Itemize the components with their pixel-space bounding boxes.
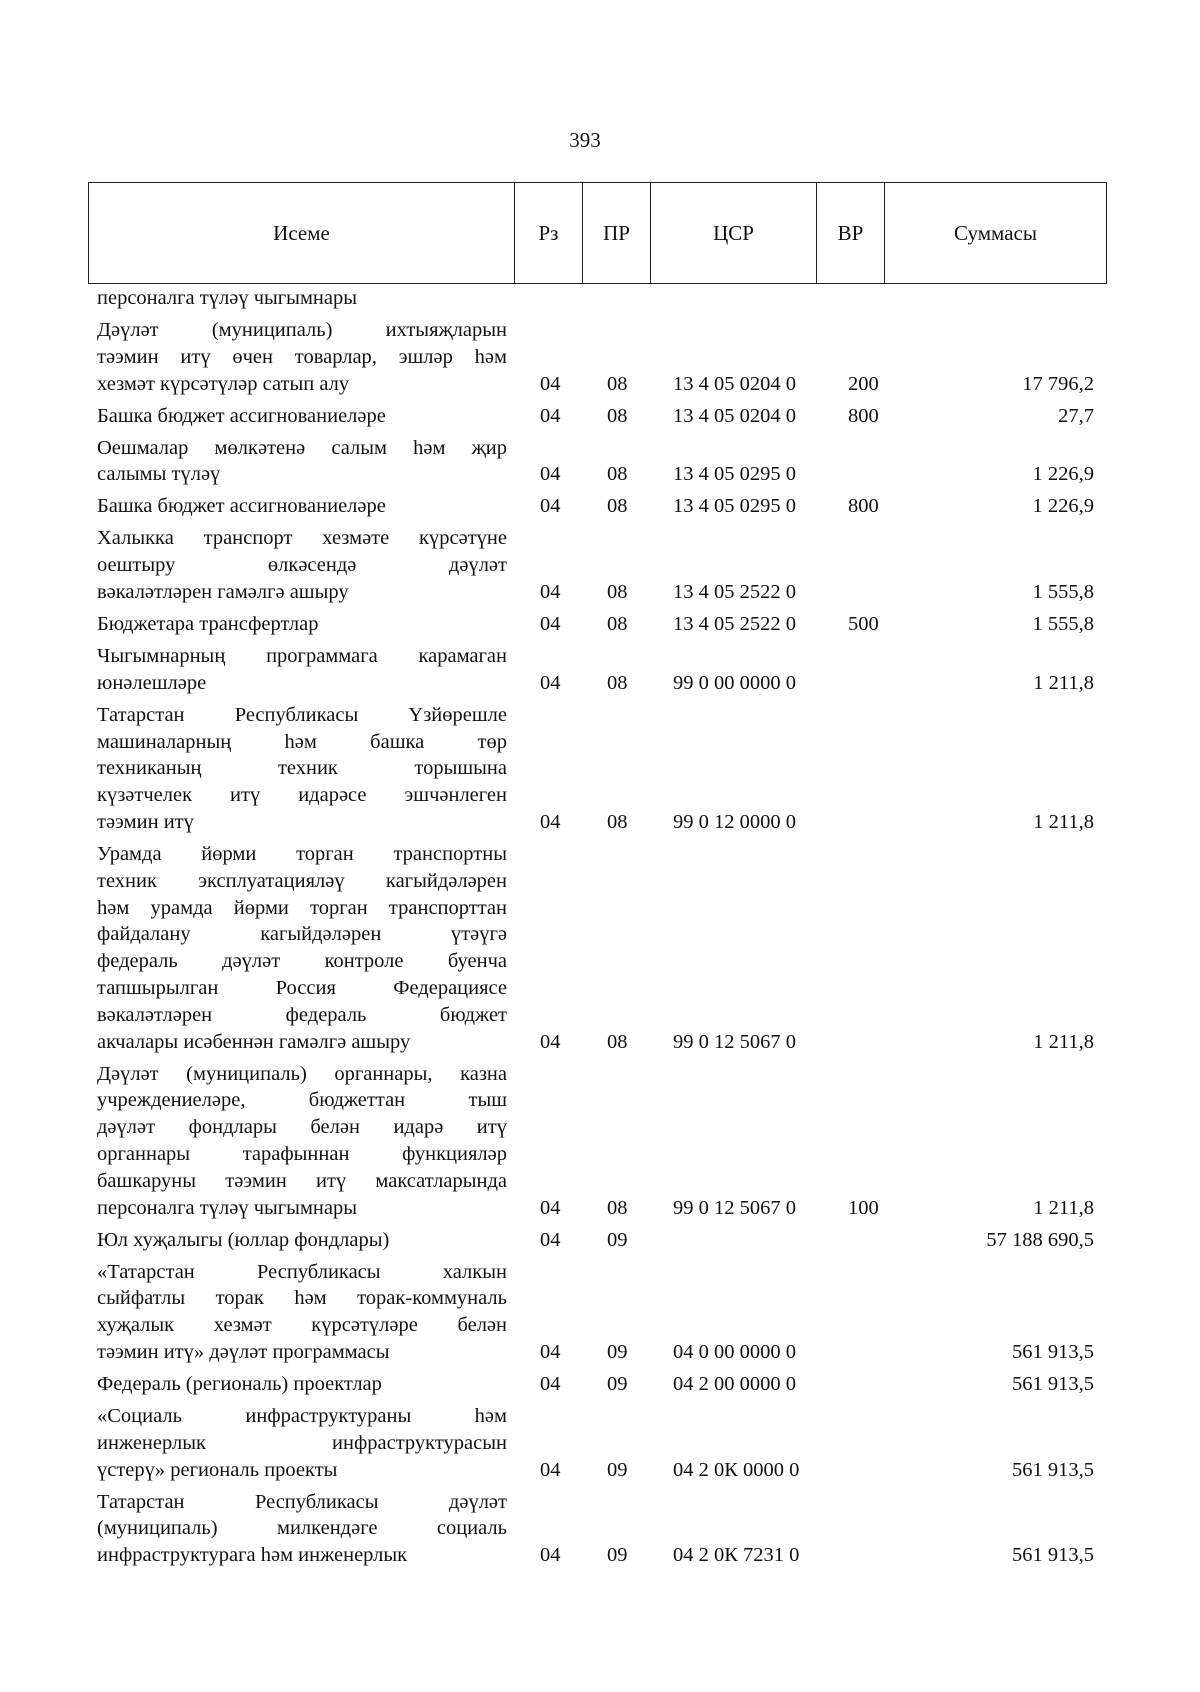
table-row — [0, 1259, 1200, 1366]
table-row — [0, 611, 1200, 638]
row-name — [97, 493, 507, 520]
row-name-line: Башка бюджет ассигнованиеләре — [97, 495, 386, 518]
row-rz: 04 — [540, 580, 561, 603]
row-name — [97, 643, 507, 697]
row-csr: 99 0 12 5067 0 — [673, 1030, 796, 1053]
row-pr: 08 — [607, 671, 628, 694]
row-csr: 13 4 05 2522 0 — [673, 580, 796, 603]
row-pr: 08 — [607, 463, 628, 486]
row-rz: 04 — [540, 1458, 561, 1481]
row-name — [97, 285, 507, 312]
row-name-line: инфраструктурага һәм инженерлык — [97, 1544, 408, 1567]
row-csr: 99 0 12 0000 0 — [673, 811, 796, 833]
row-name-line: Халыкка транспорт хезмәте күрсәтүне — [97, 527, 507, 550]
row-csr: 13 4 05 0295 0 — [673, 495, 796, 518]
row-sum: 1 555,8 — [1032, 580, 1094, 603]
row-name — [97, 1403, 507, 1483]
row-name — [97, 611, 507, 638]
row-name-line: персоналга түләү чыгымнары — [97, 1196, 358, 1219]
row-name-line: хуҗалык хезмәт күрсәтүләре белән — [97, 1314, 507, 1337]
header-name: Исеме — [89, 183, 515, 284]
row-pr: 08 — [607, 495, 628, 518]
row-pr: 09 — [607, 1340, 628, 1363]
row-name-line: һәм урамда йөрми торган транспорттан — [97, 896, 507, 919]
row-vr: 100 — [848, 1196, 879, 1219]
row-name — [97, 841, 507, 1055]
row-sum: 561 913,5 — [1012, 1544, 1094, 1567]
row-name-line: үстерү» региональ проекты — [97, 1458, 338, 1481]
table-row — [0, 1227, 1200, 1254]
row-sum: 57 188 690,5 — [986, 1228, 1094, 1251]
row-name-line: Дәүләт (муниципаль) ихтыяҗларын — [97, 319, 507, 341]
row-name-line: акчалары исәбеннән гамәлгә ашыру — [97, 1030, 411, 1053]
table-row — [0, 435, 1200, 489]
row-rz: 04 — [540, 495, 561, 518]
row-sum: 1 211,8 — [1033, 1196, 1094, 1219]
row-name-line: сыйфатлы торак һәм торак-коммуналь — [97, 1287, 507, 1310]
row-name-line: Бюджетара трансфертлар — [97, 613, 319, 635]
table-row — [0, 285, 1200, 312]
header-pr: ПР — [583, 183, 651, 284]
row-rz: 04 — [540, 671, 561, 694]
table-row — [0, 841, 1200, 1055]
header-vr: ВР — [817, 183, 885, 284]
row-name — [97, 702, 507, 836]
row-name-line: Оешмалар мөлкәтенә салым һәм җир — [97, 436, 507, 459]
row-pr: 08 — [607, 580, 628, 603]
row-sum: 27,7 — [1058, 404, 1094, 427]
row-name-line: персоналга түләү чыгымнары — [97, 287, 358, 309]
row-csr: 13 4 05 0204 0 — [673, 404, 796, 427]
row-pr: 08 — [607, 372, 628, 395]
row-rz: 04 — [540, 1373, 561, 1395]
row-name-line: күзәтчелек итү идарәсе эшчәнлеген — [97, 784, 507, 807]
row-sum: 1 211,8 — [1033, 671, 1094, 694]
row-name — [97, 403, 507, 430]
row-name-line: Дәүләт (муниципаль) органнары, казна — [97, 1062, 507, 1085]
table-row — [0, 702, 1200, 836]
row-rz: 04 — [540, 1030, 561, 1053]
row-pr: 08 — [607, 1196, 628, 1219]
row-rz: 04 — [540, 1196, 561, 1219]
row-name — [97, 1489, 507, 1569]
row-name-line: (муниципаль) милкендәге социаль — [97, 1517, 507, 1540]
row-name — [97, 317, 507, 397]
row-sum: 17 796,2 — [1022, 372, 1094, 395]
row-sum: 1 226,9 — [1032, 495, 1094, 518]
row-sum: 561 913,5 — [1012, 1458, 1094, 1481]
row-name-line: тәэмин итү — [97, 810, 194, 833]
row-sum: 1 555,8 — [1032, 613, 1094, 635]
row-csr: 99 0 00 0000 0 — [673, 671, 796, 694]
row-pr: 09 — [607, 1373, 628, 1395]
row-csr: 04 2 0К 7231 0 — [673, 1544, 800, 1567]
row-csr: 04 0 00 0000 0 — [673, 1340, 796, 1363]
row-rz: 04 — [540, 372, 561, 395]
row-name-line: техниканың техник торышына — [97, 757, 507, 780]
row-name-line: башкаруны тәэмин итү максатларында — [97, 1169, 507, 1192]
row-pr: 09 — [607, 1228, 628, 1251]
row-csr: 04 2 0К 0000 0 — [673, 1458, 800, 1481]
table-row — [0, 1489, 1200, 1569]
row-pr: 09 — [607, 1458, 628, 1481]
row-name-line: федераль дәүләт контроле буенча — [97, 950, 507, 973]
row-rz: 04 — [540, 1228, 561, 1251]
table-row — [0, 1061, 1200, 1222]
row-rz: 04 — [540, 811, 561, 833]
row-name-line: Юл хуҗалыгы (юллар фондлары) — [97, 1228, 390, 1251]
row-pr: 08 — [607, 613, 628, 635]
row-name-line: салымы түләү — [97, 463, 221, 486]
row-name-line: вәкаләтләрен федераль бюджет — [97, 1003, 507, 1026]
row-name-line: «Татарстан Республикасы халкын — [97, 1260, 507, 1283]
row-pr: 09 — [607, 1544, 628, 1567]
row-csr: 13 4 05 0204 0 — [673, 372, 796, 395]
row-pr: 08 — [607, 404, 628, 427]
row-rz: 04 — [540, 463, 561, 486]
row-name-line: тәэмин итү өчен товарлар, эшләр һәм — [97, 345, 507, 368]
row-name — [97, 435, 507, 489]
row-name — [97, 1061, 507, 1222]
row-sum: 561 913,5 — [1012, 1340, 1094, 1363]
row-name-line: тапшырылган Россия Федерациясе — [97, 976, 507, 999]
row-vr: 500 — [848, 613, 879, 635]
row-name-line: Башка бюджет ассигнованиеләре — [97, 404, 386, 427]
row-name-line: учреждениеләре, бюджеттан тыш — [97, 1089, 507, 1112]
row-csr: 99 0 12 5067 0 — [673, 1196, 796, 1219]
row-name-line: хезмәт күрсәтүләр сатып алу — [97, 372, 350, 395]
row-csr: 13 4 05 2522 0 — [673, 613, 796, 635]
row-sum: 1 211,8 — [1033, 1030, 1094, 1053]
table-row — [0, 1371, 1200, 1398]
row-name-line: юнәлешләре — [97, 671, 207, 694]
row-rz: 04 — [540, 1340, 561, 1363]
table-row — [0, 643, 1200, 697]
table-row — [0, 403, 1200, 430]
row-csr: 13 4 05 0295 0 — [673, 463, 796, 486]
row-csr: 04 2 00 0000 0 — [673, 1373, 796, 1395]
table-row — [0, 493, 1200, 520]
row-name-line: машиналарның һәм башка төр — [97, 730, 507, 753]
row-name-line: «Социаль инфраструктураны һәм — [97, 1405, 507, 1427]
row-pr: 08 — [607, 811, 628, 833]
table-row — [0, 1403, 1200, 1483]
row-rz: 04 — [540, 1544, 561, 1567]
header-csr: ЦСР — [651, 183, 817, 284]
row-name-line: Татарстан Республикасы дәүләт — [97, 1490, 507, 1513]
row-vr: 800 — [848, 495, 879, 518]
row-name-line: органнары тарафыннан функцияләр — [97, 1142, 507, 1165]
table-row — [0, 317, 1200, 397]
row-name-line: дәүләт фондлары белән идарә итү — [97, 1116, 507, 1139]
row-name-line: Татарстан Республикасы Үзйөрешле — [97, 703, 507, 726]
row-name — [97, 1259, 507, 1366]
row-name-line: Урамда йөрми торган транспортны — [97, 843, 507, 865]
row-name-line: вәкаләтләрен гамәлгә ашыру — [97, 580, 349, 603]
row-name-line: файдалану кагыйдәләрен үтәүгә — [97, 923, 507, 946]
header-sum: Суммасы — [885, 183, 1107, 284]
row-sum: 561 913,5 — [1012, 1373, 1094, 1395]
row-sum: 1 211,8 — [1033, 811, 1094, 833]
row-rz: 04 — [540, 404, 561, 427]
page-number: 393 — [569, 128, 601, 152]
table-row — [0, 525, 1200, 605]
row-name-line: оештыру өлкәсендә дәүләт — [97, 554, 507, 577]
row-name-line: инженерлык инфраструктурасын — [97, 1431, 507, 1454]
row-name-line: тәэмин итү» дәүләт программасы — [97, 1340, 390, 1363]
row-pr: 08 — [607, 1030, 628, 1053]
row-name — [97, 1371, 507, 1398]
row-rz: 04 — [540, 613, 561, 635]
row-name-line: Чыгымнарның программага карамаган — [97, 645, 507, 667]
row-name-line: Федераль (региональ) проектлар — [97, 1373, 382, 1395]
table-header — [88, 182, 1107, 284]
row-sum: 1 226,9 — [1032, 463, 1094, 486]
row-vr: 800 — [848, 404, 879, 427]
row-name — [97, 525, 507, 605]
row-name-line: техник эксплуатацияләү кагыйдәләрен — [97, 869, 507, 892]
row-name — [97, 1227, 507, 1254]
header-rz: Рз — [515, 183, 583, 284]
row-vr: 200 — [848, 372, 879, 395]
